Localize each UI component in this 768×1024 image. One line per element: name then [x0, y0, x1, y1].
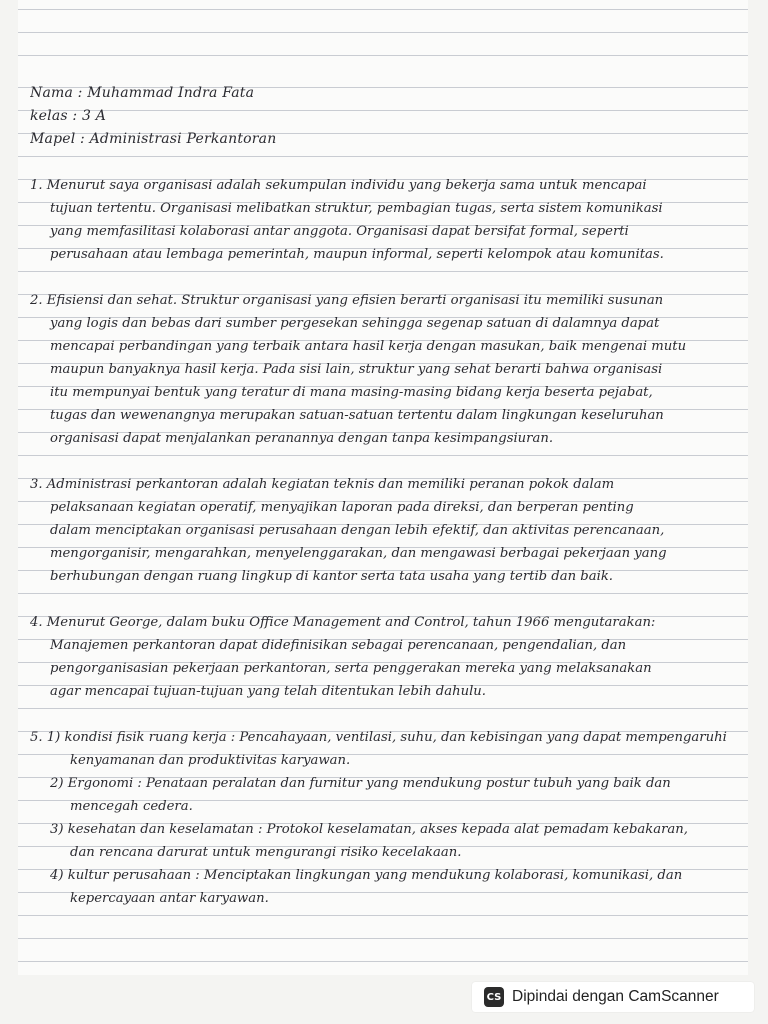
answer-line: pelaksanaan kegiatan operatif, menyajikan laporan pada direksi, dan berperan penting — [50, 500, 634, 515]
answer-line: yang memfasilitasi kolaborasi antar anggota. Organisasi dapat bersifat formal, seperti — [50, 224, 629, 239]
answer-line: Manajemen perkantoran dapat didefinisikan sebagai perencanaan, pengendalian, dan — [50, 638, 627, 653]
answer-line: perusahaan atau lembaga pemerintah, maupun informal, seperti kelompok atau komunitas. — [50, 247, 664, 262]
answer-line: 2) Ergonomi : Penataan peralatan dan furnitur yang mendukung postur tubuh yang baik dan — [50, 776, 671, 791]
camscanner-logo-icon: CS — [484, 987, 504, 1007]
answer-4 — [30, 611, 735, 703]
answer-line: mengorganisir, mengarahkan, menyelenggarakan, dan mengawasi berbagai pekerjaan yang — [50, 546, 667, 561]
answer-line: dalam menciptakan organisasi perusahaan dengan lebih efektif, dan aktivitas perencanaan, — [50, 523, 665, 538]
answer-line: kenyamanan dan produktivitas karyawan. — [70, 753, 351, 768]
notebook-page — [18, 0, 748, 975]
answer-line: 4. Menurut George, dalam buku Office Management and Control, tahun 1966 mengutarakan: — [30, 615, 656, 630]
answer-line: yang logis dan bebas dari sumber pergesekan sehingga segenap satuan di dalamnya dapat — [50, 316, 660, 331]
identity-subject: Mapel : Administrasi Perkantoran — [30, 131, 277, 147]
answer-line: itu mempunyai bentuk yang teratur di mana masing-masing bidang kerja beserta pejabat, — [50, 385, 653, 400]
identity-name: Nama : Muhammad Indra Fata — [30, 85, 255, 101]
answer-line: pengorganisasian pekerjaan perkantoran, serta penggerakan mereka yang melaksanakan — [50, 661, 652, 676]
answer-5 — [30, 726, 735, 910]
answer-line: mencapai perbandingan yang terbaik antara hasil kerja dengan masukan, baik mengenai mutu — [50, 339, 687, 354]
answer-line: organisasi dapat menjalankan peranannya dengan tanpa kesimpangsiuran. — [50, 431, 554, 446]
answer-line: berhubungan dengan ruang lingkup di kantor serta tata usaha yang tertib dan baik. — [50, 569, 613, 584]
answer-line: 1. Menurut saya organisasi adalah sekumpulan individu yang bekerja sama untuk mencapai — [30, 178, 647, 193]
answer-line: 5. 1) kondisi fisik ruang kerja : Pencahayaan, ventilasi, suhu, dan kebisingan yang dapat mempengaruhi — [30, 730, 727, 745]
answer-3 — [30, 473, 735, 588]
camscanner-watermark — [472, 982, 754, 1012]
answer-line: 3) kesehatan dan keselamatan : Protokol keselamatan, akses kepada alat pemadam kebakaran, — [50, 822, 688, 837]
answer-line: dan rencana darurat untuk mengurangi risiko kecelakaan. — [70, 845, 462, 860]
answer-line: 2. Efisiensi dan sehat. Struktur organisasi yang efisien berarti organisasi itu memiliki susunan — [30, 293, 664, 308]
answer-1 — [30, 174, 735, 266]
answer-line: kepercayaan antar karyawan. — [70, 891, 269, 906]
answer-line: 4) kultur perusahaan : Menciptakan lingkungan yang mendukung kolaborasi, komunikasi, dan — [50, 868, 683, 883]
answer-2 — [30, 289, 735, 450]
answer-line: tugas dan wewenangnya merupakan satuan-satuan tertentu dalam lingkungan keseluruhan — [50, 408, 664, 423]
answer-line: mencegah cedera. — [70, 799, 193, 814]
identity-class: kelas : 3 A — [30, 108, 107, 124]
identity-block — [30, 82, 735, 151]
answer-line: maupun banyaknya hasil kerja. Pada sisi lain, struktur yang sehat berarti bahwa organisasi — [50, 362, 663, 377]
handwritten-content — [30, 82, 735, 910]
answer-line: agar mencapai tujuan-tujuan yang telah ditentukan lebih dahulu. — [50, 684, 486, 699]
camscanner-label: Dipindai dengan CamScanner — [512, 988, 719, 1005]
answer-line: 3. Administrasi perkantoran adalah kegiatan teknis dan memiliki peranan pokok dalam — [30, 477, 615, 492]
answer-line: tujuan tertentu. Organisasi melibatkan struktur, pembagian tugas, serta sistem komunikasi — [50, 201, 663, 216]
